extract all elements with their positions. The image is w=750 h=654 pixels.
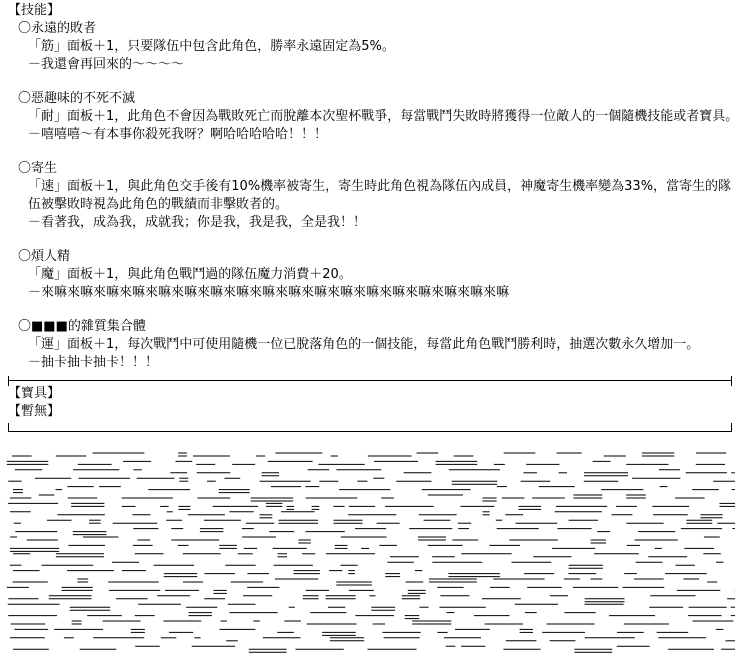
character-sheet <box>8 2 740 432</box>
skill-name: 〇■■■的雜質集合體 <box>18 319 146 334</box>
ascii-art-sketch <box>0 447 750 654</box>
skill-entry <box>18 90 740 144</box>
skill-entry <box>18 248 740 302</box>
skill-entry <box>18 160 740 232</box>
noble-phantasm-header: 【寶具】 <box>8 386 61 401</box>
skill-entry <box>18 318 740 372</box>
skill-entry <box>18 20 740 74</box>
skill-body <box>28 266 740 302</box>
skill-quote: －來嘛來嘛來嘛來嘛來嘛來嘛來嘛來嘛來嘛來嘛來嘛來嘛來嘛來嘛來嘛來嘛來嘛來嘛 <box>28 285 510 300</box>
noble-phantasm-value: 【暫無】 <box>8 404 61 419</box>
skill-body <box>28 108 740 144</box>
skill-quote: －看著我，成為我，成就我；你是我，我是我，全是我！！ <box>28 215 367 230</box>
skill-body <box>28 336 740 372</box>
divider <box>8 431 732 432</box>
divider <box>8 380 732 381</box>
skill-description: 「運」面板＋1，每次戰鬥中可使用隨機一位已脫落角色的一個技能，每當此角色戰鬥勝利時，抽選次數永久增加一。 <box>28 337 700 352</box>
skill-quote: －我還會再回來的～～～～ <box>28 57 185 72</box>
skill-body <box>28 38 740 74</box>
skill-description: 「耐」面板＋1，此角色不會因為戰敗死亡而脫離本次聖杯戰爭，每當戰鬥失敗時將獲得一位敵人的一個隨機技能或者寶具。 <box>28 109 739 124</box>
skills-header: 【技能】 <box>8 3 61 18</box>
skill-description: 「魔」面板＋1，與此角色戰鬥過的隊伍魔力消費＋20。 <box>28 267 352 282</box>
skill-body <box>28 178 740 232</box>
skill-quote: －抽卡抽卡抽卡！！！ <box>28 355 159 370</box>
skill-name: 〇煩人精 <box>18 249 71 264</box>
skill-description: 「速」面板＋1，與此角色交手後有10%機率被寄生，寄生時此角色視為隊伍內成員，神魔寄生機率變為33%，當寄生的隊伍被擊敗時視為此角色的戰績而非擊敗者的。 <box>28 179 732 212</box>
skill-name: 〇惡趣味的不死不滅 <box>18 91 136 106</box>
skill-description: 「筋」面板＋1，只要隊伍中包含此角色，勝率永遠固定為5%。 <box>28 39 395 54</box>
skill-name: 〇寄生 <box>18 161 58 176</box>
skill-quote: －嘻嘻嘻～有本事你殺死我呀？啊哈哈哈哈哈！！！ <box>28 127 328 142</box>
skill-name: 〇永遠的敗者 <box>18 21 97 36</box>
